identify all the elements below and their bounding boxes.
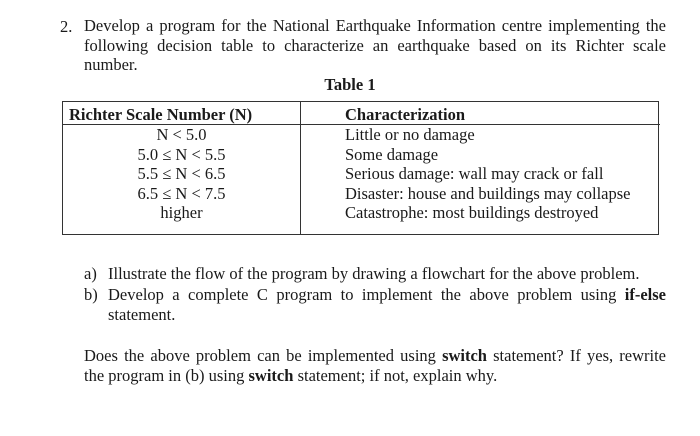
- closing-bold-1: switch: [442, 346, 487, 365]
- closing-text-4: statement; if not, explain why.: [293, 365, 498, 385]
- closing-text-1: Does the above problem can be implemented using: [84, 346, 443, 365]
- closing-question: [84, 346, 666, 385]
- characterization-cell: Some damage: [345, 144, 439, 164]
- part-b-label: b): [84, 285, 98, 304]
- part-b: [84, 285, 666, 324]
- characterization-cell: Catastrophe: most buildings destroyed: [345, 203, 599, 222]
- question-number: 2.: [60, 17, 73, 36]
- part-b-bold-keyword: if-else: [624, 285, 666, 304]
- scale-header: Richter Scale Number (N): [69, 105, 253, 124]
- closing-line-2: [84, 366, 666, 386]
- part-b-line-1: [108, 285, 666, 305]
- scale-cell: N < 5.0: [156, 125, 207, 144]
- question-line-1: Develop a program for the National Earthquake Information centre implementing the: [84, 16, 666, 35]
- scale-cell: 5.5 ≤ N < 6.5: [137, 164, 226, 183]
- closing-bold-2: switch: [248, 365, 294, 385]
- scale-cell: 5.0 ≤ N < 5.5: [137, 144, 226, 164]
- question-line-3: number.: [84, 55, 138, 74]
- closing-text-2: statement? If yes, rewrite: [486, 346, 666, 365]
- characterization-column: [345, 106, 631, 223]
- decision-table: [62, 101, 659, 235]
- characterization-cell: Little or no damage: [345, 125, 475, 144]
- part-a-text: Illustrate the flow of the program by drawing a flowchart for the above problem.: [108, 264, 640, 283]
- part-a: [84, 264, 666, 284]
- column-divider: [300, 102, 301, 234]
- scale-cell: 6.5 ≤ N < 7.5: [137, 183, 226, 203]
- part-b-line-2: statement.: [108, 304, 176, 324]
- characterization-cell: Disaster: house and buildings may collapse: [345, 183, 631, 203]
- characterization-cell: Serious damage: wall may crack or fall: [345, 164, 604, 183]
- scale-column: [63, 106, 300, 223]
- table-title: Table 1: [324, 75, 376, 94]
- question-line-2: following decision table to characterize an earthquake based on its Richter scale: [84, 35, 666, 55]
- closing-line-1: [84, 346, 666, 366]
- part-b-text: [108, 285, 666, 324]
- question-text: [84, 16, 666, 75]
- characterization-header: Characterization: [345, 105, 466, 124]
- scale-cell: higher: [160, 203, 203, 222]
- part-a-label: a): [84, 264, 97, 283]
- closing-text-3: the program in (b) using: [84, 365, 249, 385]
- part-b-text-before: Develop a complete C program to implement the above problem using: [108, 285, 625, 304]
